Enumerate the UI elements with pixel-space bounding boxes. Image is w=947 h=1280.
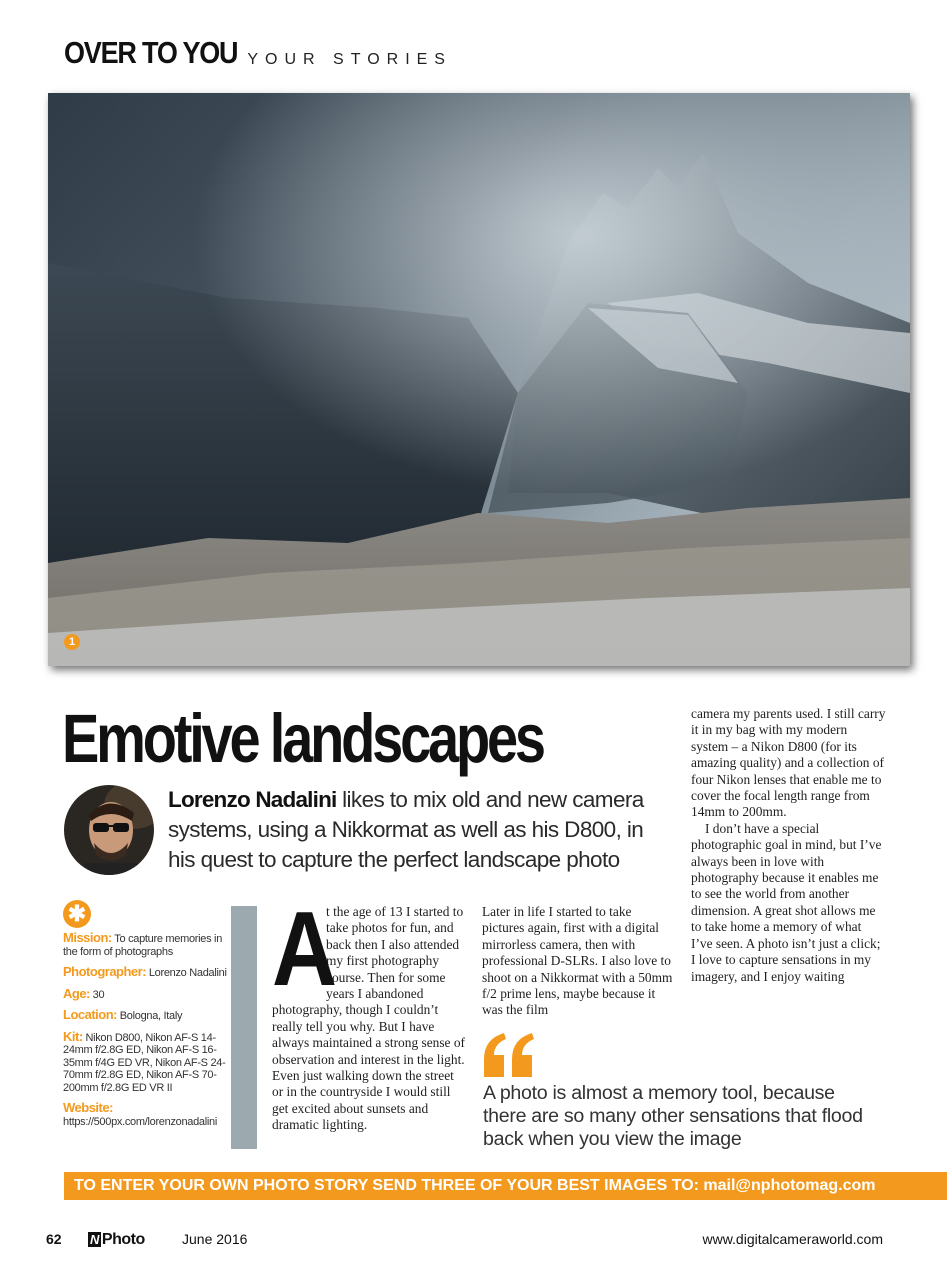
issue-date: June 2016 [182,1231,248,1247]
pull-quote: A photo is almost a memory tool, because there are so many other sensations that flood back when you view the image [483,1082,863,1150]
photographer-avatar [64,785,154,875]
kit-value: Nikon D800, Nikon AF-S 14-24mm f/2.8G ED, Nikon AF-S 16-35mm f/4G ED VR, Nikon AF-S 24-70mm f/2.8G ED, Nikon AF-S 70-200mm f/2.8G ED VR II [63,1031,226,1094]
body-paragraph-2: Later in life I started to take pictures again, first with a digital mirrorless camera, then with professional D-SLRs. I also love to shoot on a Nikkormat with a 50mm f/2 prime lens, maybe because it was the film [482,904,673,1018]
body-paragraph-4: I don’t have a special photographic goal in mind, but I’ve always been in love with photography because it enables me to see the world from another dimension. A great shot allows me to take home a memory of what I’ve seen. A photo isn’t just a click; I love to capture sensations in my imagery, and I enjoy waiting [691,820,882,984]
section-subtitle: YOUR STORIES [247,51,452,68]
main-photo [48,93,910,666]
website-label: Website: [63,1100,113,1115]
body-paragraph-1: t the age of 13 I started to take photos for fun, and back then I also attended my first photography course. Then for some years I abandoned photography, though I couldn’t really tell you why. But I have always maintained a strong sense of observation and interest in the light. Even just walking down the street or in the countryside I would still get excited about sunsets and dramatic lighting. [272,904,465,1133]
drop-cap: A [272,890,337,1009]
intro-text: likes to mix old and new camera systems, using a Nikkormat as well as his D800, in his quest to capture the perfect landscape photo [168,787,644,872]
kit-label: Kit: [63,1028,83,1044]
section-header [64,36,452,74]
fact-location [63,1009,228,1023]
magazine-logo [88,1231,145,1249]
profile-sidebar [63,900,228,1136]
location-label: Location: [63,1007,117,1022]
mission-value: To capture memories in the form of photographs [63,933,223,958]
body-paragraph-3: camera my parents used. I still carry it in my bag with my modern system – a Nikon D800 (for its amazing quality) and a collection of four Nikon lenses that enable me to cover the focal length range from 14mm to 200mm. [691,706,886,820]
article-intro [168,785,668,875]
logo-text: Photo [101,1231,145,1248]
location-value: Bologna, Italy [119,1010,183,1022]
fact-mission [63,932,228,958]
photographer-name: Lorenzo Nadalini [168,787,337,812]
photographer-value: Lorenzo Nadalini [148,967,227,979]
mountain-landscape-image [48,93,910,666]
mission-label: Mission: [63,930,112,945]
logo-mark: N [90,1232,99,1247]
body-column-2 [482,904,677,1019]
section-title: OVER TO YOU [64,36,238,70]
footer-website[interactable]: www.digitalcameraworld.com [702,1231,883,1247]
submission-banner: TO ENTER YOUR OWN PHOTO STORY SEND THREE OF YOUR BEST IMAGES TO: mail@nphotomag.com [64,1172,947,1200]
quote-mark-icon [482,1033,534,1077]
fact-kit [63,1028,228,1095]
age-label: Age: [63,985,90,1001]
body-column-3 [691,706,886,985]
age-value: 30 [92,988,105,1001]
website-link[interactable]: https://500px.com/lorenzonadalini [63,1115,217,1128]
photo-number-badge: 1 [64,634,80,650]
asterisk-icon: ✱ [63,900,91,928]
fact-age [63,985,228,1002]
sidebar-divider-bar [231,906,257,1149]
article-title: Emotive landscapes [62,699,543,777]
body-column-1 [272,890,467,1134]
photographer-label: Photographer: [63,964,147,979]
fact-photographer [63,966,228,980]
page-number: 62 [46,1231,62,1247]
fact-website [63,1102,228,1128]
